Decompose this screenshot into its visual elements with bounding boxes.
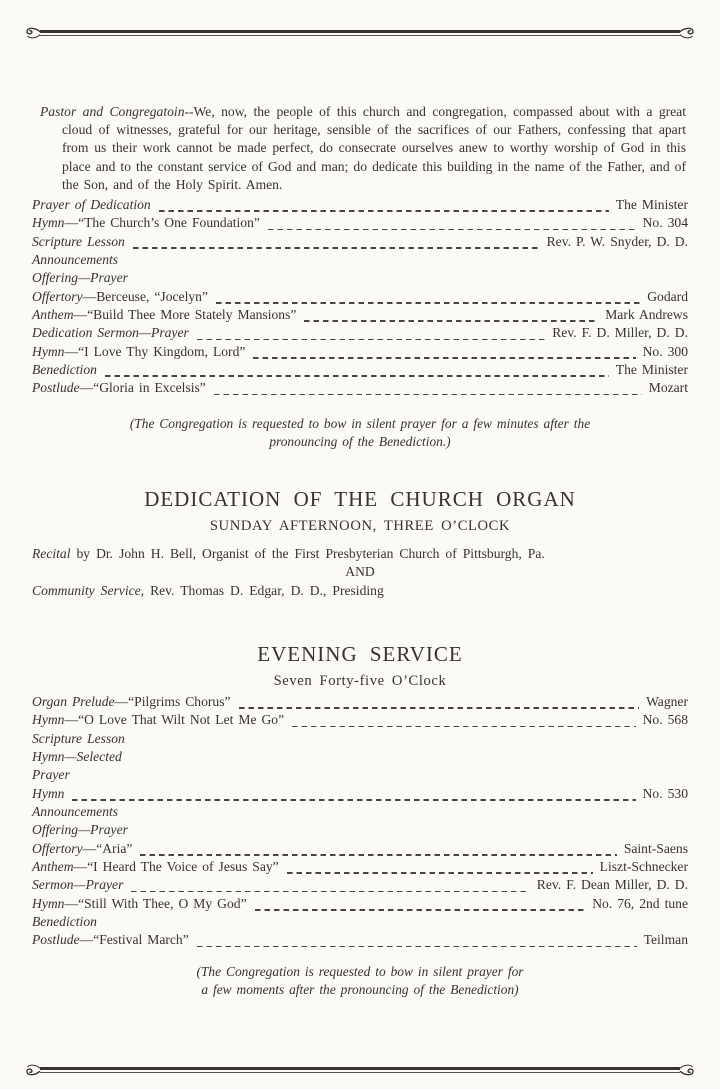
service-item-row [32, 896, 688, 914]
item-label: Benediction [32, 914, 97, 930]
paragraph-lead-in: Pastor and Congregatoin [40, 103, 185, 119]
item-label: Hymn [32, 215, 65, 231]
item-label: Prayer of Dedication [32, 197, 151, 212]
service-item-row [32, 932, 688, 950]
item-value: Wagner [646, 694, 688, 709]
item-value: No. 530 [642, 785, 688, 801]
item-label: Offering—Prayer [32, 822, 128, 838]
service-item-row [32, 877, 688, 895]
item-label: Announcements [32, 804, 119, 820]
item-title: —“Still With Thee, O My God” [64, 895, 247, 911]
dedication-service-list [32, 197, 688, 399]
rule-thin-line [40, 1072, 680, 1073]
service-item-row [32, 380, 688, 398]
dash-leader [214, 394, 642, 396]
item-label: Anthem [32, 859, 74, 875]
dash-leader [255, 909, 586, 911]
service-item-row [32, 822, 688, 840]
section-heading: EVENING SERVICE [257, 642, 463, 666]
dash-leader [131, 891, 529, 893]
item-value: Godard [647, 288, 688, 304]
dash-leader [268, 229, 636, 231]
dash-leader [304, 320, 598, 322]
dash-leader [105, 375, 609, 377]
item-title: —“I Heard The Voice of Jesus Say” [73, 859, 279, 875]
silent-prayer-note [60, 415, 660, 451]
top-ornamental-rule [26, 25, 694, 43]
item-value: Rev. F. D. Miller, D. D. [552, 325, 688, 341]
note-line: (The Congregation is requested to bow in silent prayer for a few minutes after the [129, 416, 591, 431]
paragraph-body: --We, now, the people of this church and congregation, compassed about with a great cloud of witnesses, grateful for our heritage, sensible of the sacrifices of our Fathers, confessing that apart from us their work cannot be made perfect, do consecrate ourselves anew to worthy worship of God in this place and to the constant service of God and man; do dedicate this building in the name of the Father, and of the Son, and of the Holy Spirit. Amen. [62, 103, 686, 193]
item-label: Dedication Sermon—Prayer [32, 325, 189, 341]
item-title: —“I Love Thy Kingdom, Lord” [64, 343, 246, 359]
item-value: Saint-Saens [623, 840, 688, 856]
service-item-row [32, 804, 688, 822]
dash-leader [253, 357, 635, 359]
item-value: No. 568 [642, 712, 688, 728]
item-title: —“Gloria in Excelsis” [79, 380, 206, 396]
service-item-row [32, 767, 688, 785]
service-item-row [32, 786, 688, 804]
item-title: —“The Church’s One Foundation” [64, 215, 260, 231]
dash-leader [197, 946, 637, 948]
service-item-row [32, 362, 688, 380]
item-value: The Minister [615, 197, 688, 212]
item-label: Offertory [32, 288, 83, 304]
dash-leader [72, 799, 635, 801]
service-item-row [32, 252, 688, 270]
item-label: Organ Prelude [32, 694, 115, 709]
service-item-row [32, 749, 688, 767]
service-item-row [32, 731, 688, 749]
item-label: Hymn [32, 343, 65, 359]
service-item-row [32, 289, 688, 307]
recital-line [32, 545, 688, 563]
organ-dedication-section [32, 487, 688, 600]
service-item-row [32, 344, 688, 362]
item-label: Anthem [32, 307, 74, 323]
item-title: —“Pilgrims Chorus” [114, 694, 231, 709]
item-label: Offering—Prayer [32, 270, 128, 286]
item-label: Offertory [32, 840, 83, 856]
ornament-flourish-icon [24, 1062, 42, 1078]
item-label: Postlude [32, 380, 80, 396]
service-item-row [32, 712, 688, 730]
conjunction-line: AND [345, 564, 375, 580]
item-value: No. 300 [642, 343, 688, 359]
dash-leader [159, 210, 609, 212]
dash-leader [216, 302, 640, 304]
dash-leader [287, 872, 593, 874]
service-item-row [32, 197, 688, 215]
ornament-flourish-icon [678, 1062, 696, 1078]
item-value: Rev. P. W. Snyder, D. D. [546, 233, 688, 249]
community-rest: , Rev. Thomas D. Edgar, D. D., Presiding [140, 582, 384, 598]
item-value: Mark Andrews [605, 307, 688, 323]
service-item-row [32, 270, 688, 288]
section-subheading: SUNDAY AFTERNOON, THREE O’CLOCK [209, 518, 511, 534]
bottom-ornamental-rule [26, 1062, 694, 1080]
item-value: No. 304 [642, 215, 688, 231]
dash-leader [292, 726, 635, 728]
service-item-row [32, 325, 688, 343]
item-value: No. 76, 2nd tune [592, 895, 688, 911]
evening-service-list [32, 694, 688, 951]
item-value: Mozart [648, 380, 688, 396]
item-label: Sermon—Prayer [32, 877, 124, 893]
rule-thick-line [40, 1067, 680, 1070]
item-value: Rev. F. Dean Miller, D. D. [536, 877, 688, 893]
community-service-line [32, 582, 688, 600]
item-label: Scripture Lesson [32, 730, 125, 746]
service-item-row [32, 841, 688, 859]
item-label: Postlude [32, 932, 80, 948]
item-label: Hymn [32, 712, 65, 728]
item-label: Announcements [32, 252, 119, 268]
evening-service-section [32, 642, 688, 691]
note-line: (The Congregation is requested to bow in silent prayer for [196, 964, 524, 979]
item-title: —“Build Thee More Stately Mansions” [73, 307, 297, 323]
item-label: Hymn—Selected [32, 749, 122, 765]
dash-leader [197, 339, 545, 341]
service-item-row [32, 234, 688, 252]
opening-paragraph [40, 103, 686, 195]
dash-leader [140, 854, 616, 856]
item-label: Hymn [32, 785, 65, 801]
rule-thick-line [40, 30, 680, 33]
item-label: Hymn [32, 895, 65, 911]
item-title: —“O Love That Wilt Not Let Me Go” [64, 712, 285, 728]
section-heading: DEDICATION OF THE CHURCH ORGAN [144, 487, 576, 511]
item-value: Teilman [643, 932, 688, 948]
section-subheading: Seven Forty-five O’Clock [273, 673, 447, 689]
item-label: Prayer [32, 767, 70, 783]
recital-lead: Recital [32, 546, 71, 561]
item-value: The Minister [615, 362, 688, 378]
item-title: —“Aria” [82, 840, 133, 856]
dash-leader [133, 247, 540, 249]
recital-rest: by Dr. John H. Bell, Organist of the First Presbyterian Church of Pittsburgh, Pa. [70, 546, 545, 561]
service-item-row [32, 694, 688, 712]
item-label: Scripture Lesson [32, 233, 125, 249]
service-item-row [32, 215, 688, 233]
dash-leader [239, 707, 640, 709]
ornament-flourish-icon [678, 25, 696, 41]
item-label: Benediction [32, 362, 97, 378]
service-item-row [32, 914, 688, 932]
silent-prayer-note [60, 963, 660, 999]
rule-thin-line [40, 35, 680, 36]
item-title: —Berceuse, “Jocelyn” [82, 288, 208, 304]
ornament-flourish-icon [24, 25, 42, 41]
item-value: Liszt-Schnecker [599, 859, 688, 875]
service-item-row [32, 307, 688, 325]
community-lead: Community Service [32, 582, 141, 598]
item-title: —“Festival March” [79, 932, 189, 948]
note-line: a few moments after the pronouncing of the Benediction) [201, 981, 519, 997]
service-item-row [32, 859, 688, 877]
note-line: pronouncing of the Benediction.) [269, 433, 451, 449]
